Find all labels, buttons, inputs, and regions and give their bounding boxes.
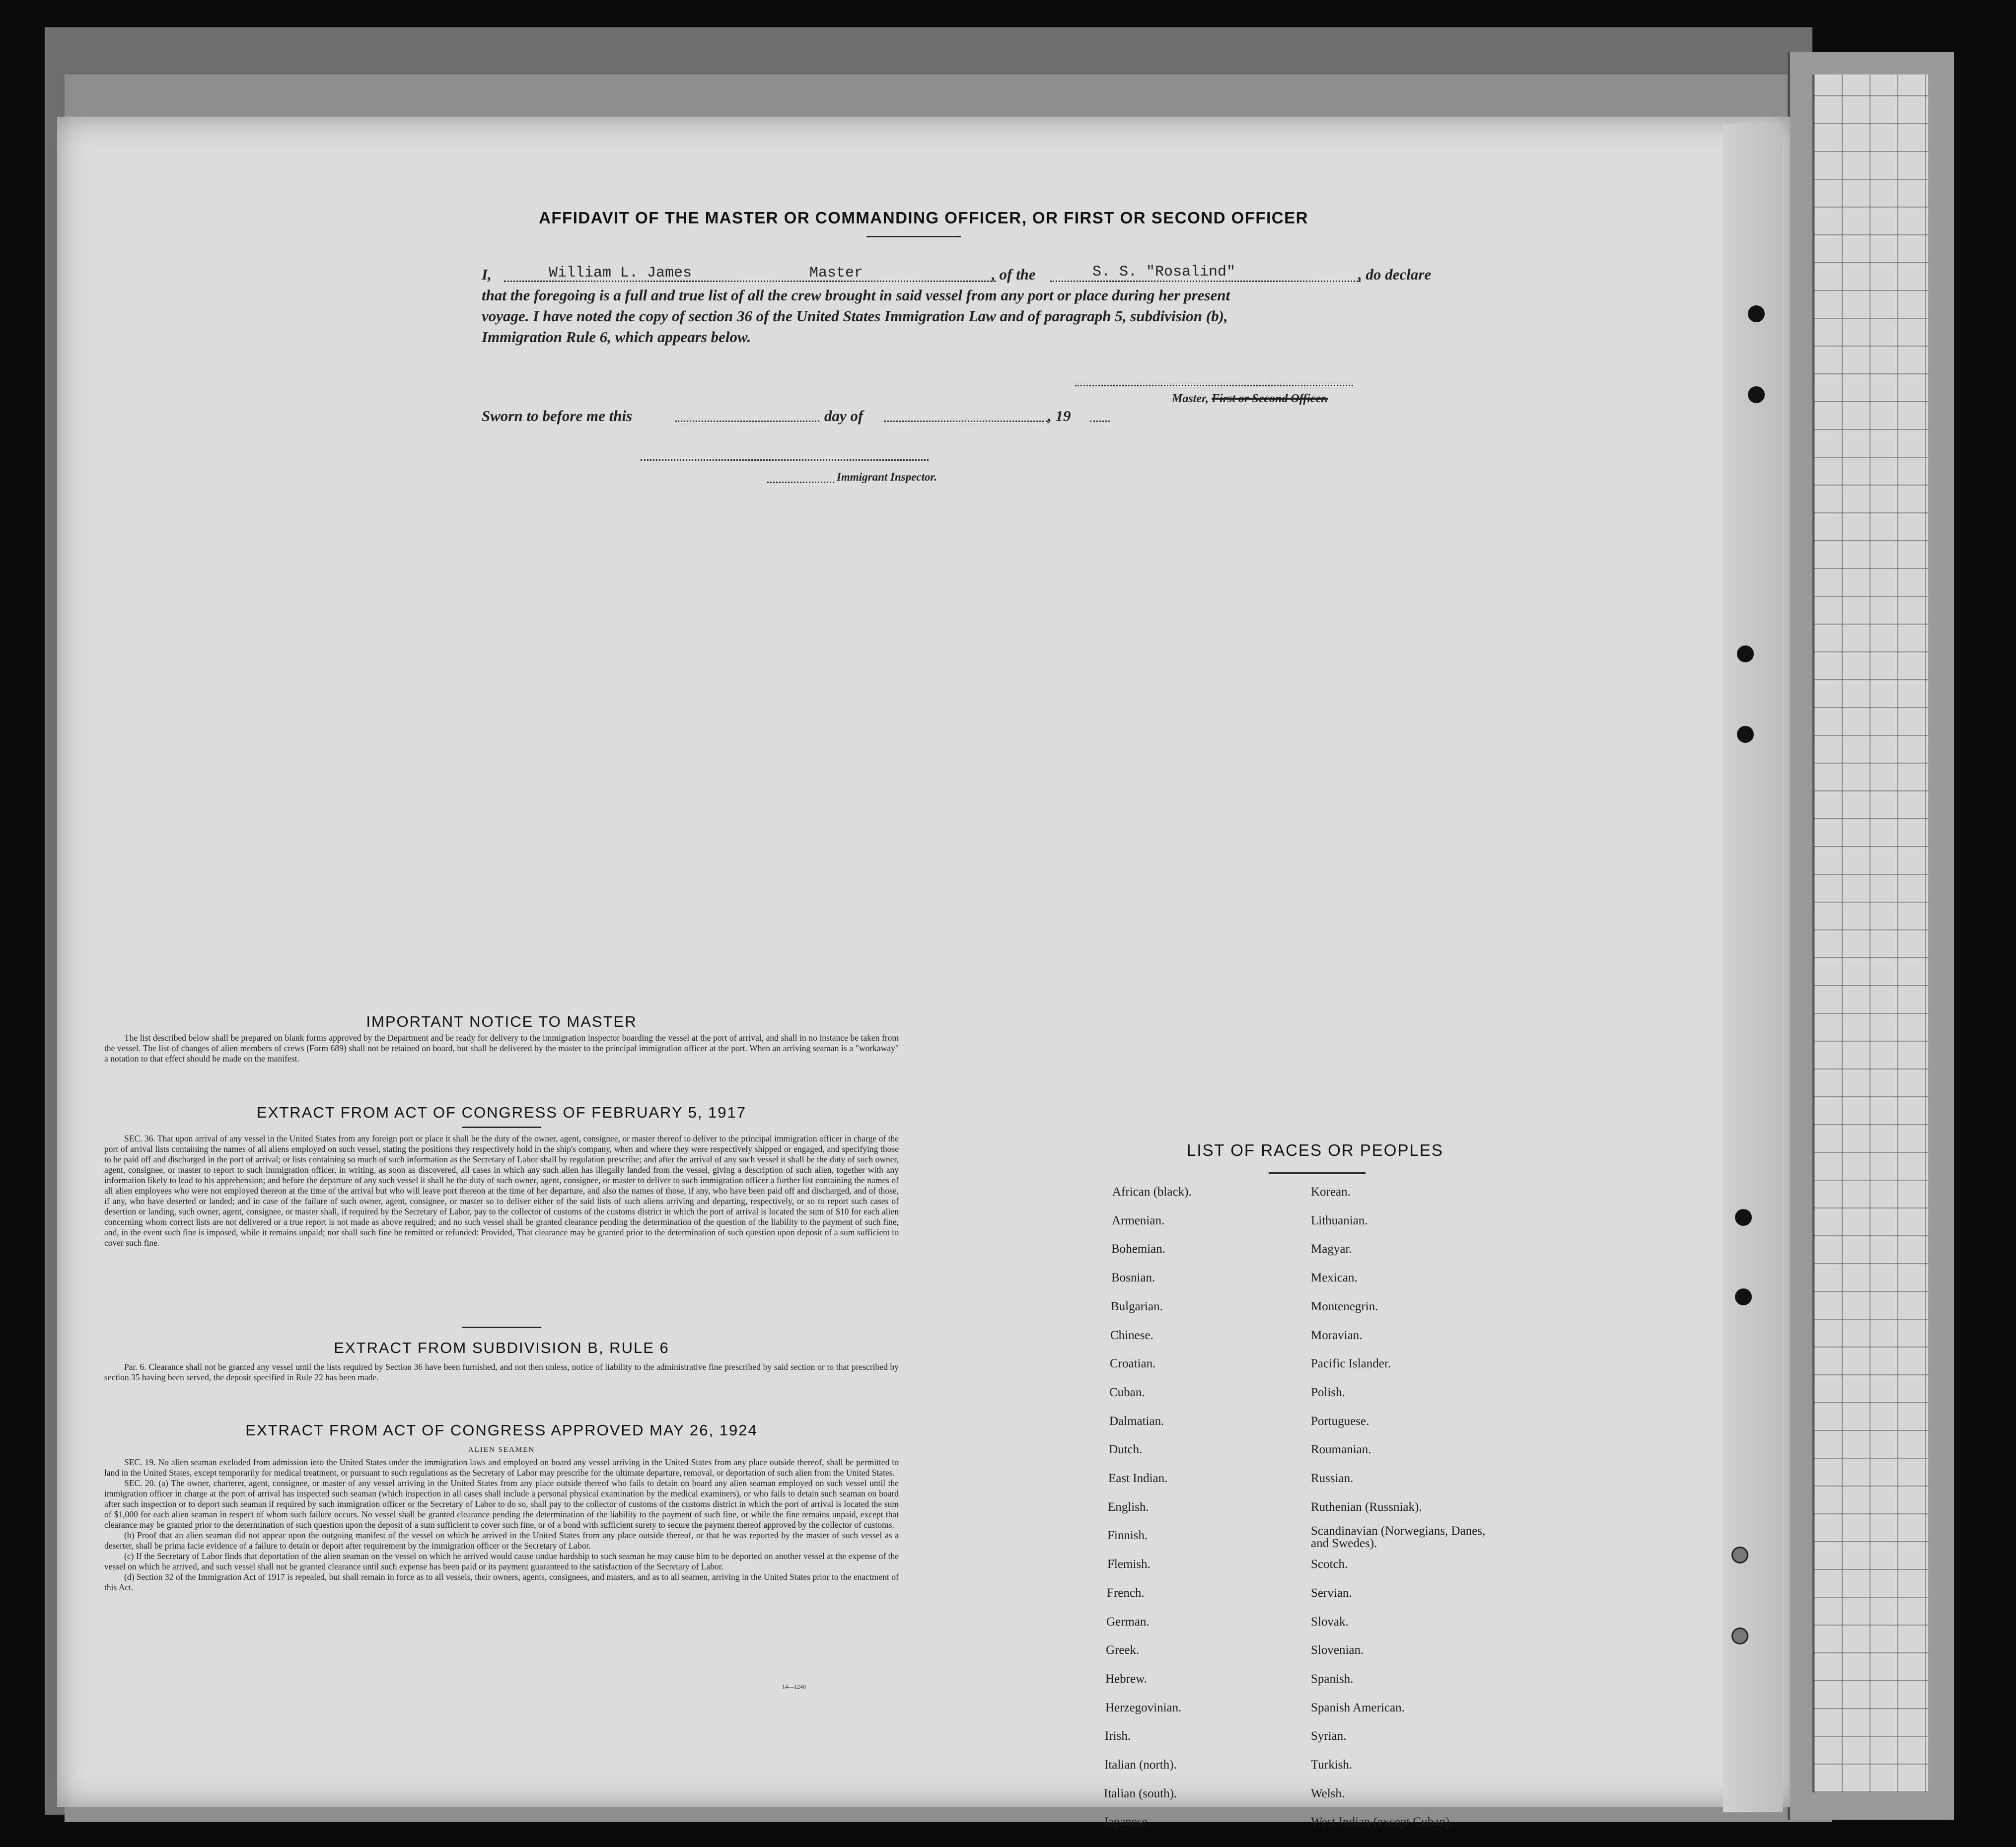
- race-item: East Indian.: [1108, 1472, 1168, 1485]
- race-item: Polish.: [1311, 1386, 1345, 1399]
- race-item: Moravian.: [1311, 1329, 1363, 1342]
- race-item: French.: [1107, 1586, 1145, 1600]
- race-item: Finnish.: [1107, 1529, 1148, 1542]
- do-declare-text: , do declare: [1358, 266, 1432, 283]
- races-underline: [1269, 1172, 1366, 1174]
- punch-hole: [1748, 305, 1765, 322]
- extract-1924-paragraph: (d) Section 32 of the Immigration Act of 1917 is repealed, but shall remain in force as to all vessels, their owners, agents, consignees, and masters, and as to all seamen, arriving in the United States prior to the enactment of this Act.: [104, 1572, 899, 1592]
- rule6-title: EXTRACT FROM SUBDIVISION B, RULE 6: [334, 1339, 669, 1356]
- notice-body: [104, 1033, 899, 1064]
- inspector-signature-line: [641, 459, 929, 461]
- race-item: Montenegrin.: [1311, 1300, 1378, 1313]
- affidavit-line-2: that the foregoing is a full and true list of all the crew brought in said vessel from any port or place during her present: [482, 286, 1230, 304]
- extract-1924-paragraph: (c) If the Secretary of Labor finds that deportation of the alien seaman on the vessel on which he arrived would cause undue hardship to such seaman he may cause him to be deported on another vessel at the expense of the vessel on which he arrived, and such vessel shall not be granted clearance until such expense has been paid or its payment guaranteed to the satisfaction of the Secretary of Labor.: [104, 1551, 899, 1571]
- rule6-text: Par. 6. Clearance shall not be granted any vessel until the lists required by Section 36 have been furnished, and not then unless, notice of liability to the administrative fine prescribed by said section or to that prescribed by section 35 having been served, the deposit specified in Rule 22 has been made.: [104, 1362, 899, 1382]
- race-item: Spanish American.: [1311, 1701, 1405, 1714]
- inspector-caption: Immigrant Inspector.: [837, 471, 937, 483]
- signature-caption-master: Master,: [1172, 392, 1209, 405]
- race-item: Slovenian.: [1311, 1643, 1364, 1657]
- punch-hole: [1737, 726, 1754, 743]
- sworn-text: Sworn to before me this: [482, 407, 633, 425]
- extract-1917-underline: [462, 1127, 541, 1128]
- extract-1924-body: [104, 1457, 899, 1593]
- signature-caption-officer: First or Second Officer.: [1212, 392, 1328, 405]
- race-item: Bulgarian.: [1111, 1300, 1163, 1313]
- race-item: Bohemian.: [1111, 1242, 1166, 1256]
- race-item: Herzegovinian.: [1105, 1701, 1182, 1714]
- day-of-text: day of: [824, 407, 864, 425]
- extract-1924-paragraph: (b) Proof that an alien seaman did not appear upon the outgoing manifest of the vessel on which he arrived in the United States from any place outside thereof, or that he was reported by the master of such vessel as a deserter, shall be prima facie evidence of a failure to detain or deport after requirement by the immigration officer or the Secretary of Labor.: [104, 1530, 899, 1551]
- punch-hole: [1731, 1547, 1748, 1563]
- race-item: Russian.: [1311, 1472, 1354, 1485]
- race-item: Ruthenian (Russniak).: [1311, 1500, 1422, 1514]
- race-item: Magyar.: [1311, 1242, 1352, 1256]
- race-item: Bosnian.: [1111, 1271, 1155, 1284]
- punch-hole: [1731, 1628, 1748, 1644]
- race-item: Japanese.: [1103, 1815, 1151, 1829]
- race-item: Greek.: [1106, 1643, 1140, 1657]
- race-item: Scandinavian (Norwegians, Danes, and Swedes).: [1311, 1524, 1486, 1550]
- race-item: Pacific Islander.: [1311, 1357, 1391, 1370]
- vessel-name-field: S. S. "Rosalind": [1092, 264, 1236, 281]
- race-item: Dalmatian.: [1109, 1415, 1164, 1428]
- title-underline: [866, 236, 961, 237]
- punch-hole: [1735, 1288, 1752, 1305]
- affidavit-prefix: I,: [482, 266, 492, 283]
- race-item: Italian (south).: [1104, 1787, 1177, 1800]
- race-item: Italian (north).: [1104, 1758, 1177, 1772]
- race-item: Korean.: [1311, 1185, 1351, 1199]
- race-item: Servian.: [1311, 1586, 1352, 1600]
- punch-hole: [1735, 1209, 1752, 1226]
- of-the-text: , of the: [992, 266, 1036, 283]
- background-grid-sheet: [1812, 74, 1928, 1792]
- signature-caption: [1172, 392, 1328, 406]
- race-item: Turkish.: [1311, 1758, 1353, 1772]
- signature-dotted-line: [1075, 385, 1353, 386]
- race-item: African (black).: [1112, 1185, 1192, 1199]
- extract-1917-text: SEC. 36. That upon arrival of any vessel in the United States from any foreign port or place it shall be the duty of the owner, agent, consignee, or master thereof to deliver to the principal immigration officer in charge of the port of arrival lists containing the names of all aliens employed on such vessel, stating the positions they respectively hold in the ship's company, when and where they were respectively shipped or engaged, and specifying those to be paid off and discharged in the port of arrival; or lists containing so much of such information as the Secretary of Labor shall by regulation prescribe; and after the arrival of any such vessel it shall be the duty of such owner, agent, consignee, or master to report to such immigration officer, in writing, as soon as discovered, all cases in which any such alien has illegally landed from the vessel, giving a description of such alien, together with any information likely to lead to his apprehension; and before the departure of any such vessel it shall be the duty of such owner, agent, consignee, or master to deliver to such immigration officer a further list containing the names of all alien employees who were not employed thereon at the time of the arrival but who will leave port thereon at the time of her departure, and also the names of those, if any, who have been paid off and discharged, and of those, if any, who have deserted or landed; and in case of the failure of such owner, agent, consignee, or master so to deliver either of the said lists of such aliens arriving and departing, respectively, or so to report such cases of desertion or landing, such owner, agent, consignee, or master shall, if required by the Secretary of Labor, pay to the collector of customs of the customs district in which the port of arrival is located the sum of $10 for each alien concerning whom correct lists are not delivered or a true report is not made as above required; and no such vessel shall be granted clearance pending the determination of the question of the liability to the payment of such fine, and, in the event such fine is imposed, while it remains unpaid; nor shall such fine be remitted or refunded: Provided, That clearance may be granted prior to the determination of such question upon deposit of a sum sufficient to cover such fine.: [104, 1134, 899, 1248]
- master-name-field: William L. James: [549, 265, 692, 282]
- race-item: Irish.: [1105, 1729, 1131, 1743]
- extract-1917-title: EXTRACT FROM ACT OF CONGRESS OF FEBRUARY 5, 1917: [256, 1104, 747, 1121]
- master-title-field: Master: [809, 265, 864, 282]
- extract-1924-paragraph: SEC. 20. (a) The owner, charterer, agent, consignee, or master of any vessel arriving in the United States from any place outside thereof who fails to detain on board any alien seaman employed on such vessel until the immigration officer in charge at the port of arrival has inspected such seaman (which inspection in all cases shall include a personal physical examination by the medical examiners), or who fails to detain such seaman on board after such inspection or to deport such seaman if required by such immigration officer or the Secretary of Labor to do so, shall pay to the collector of customs of the customs district in which the port of arrival is located the sum of $1,000 for each alien seaman in respect of whom such failure occurs. No vessel shall be granted clearance pending the determination of the liability to the payment of such fine, or while the fine remains unpaid, except that clearance may be granted prior to the determination of such question upon the deposit of a sum sufficient to cover such fine, or of a bond with sufficient surety to secure the payment thereof approved by the collector of customs.: [104, 1478, 899, 1530]
- extract-1924-paragraph: SEC. 19. No alien seaman excluded from admission into the United States under the immigration laws and employed on board any vessel arriving in the United States from any place outside thereof, shall be permitted to land in the United States, except temporarily for medical treatment, or pursuant to such regulations as the Secretary of Labor may prescribe for the ultimate departure, removal, or deportation of such alien from the United States.: [104, 1457, 899, 1478]
- sworn-year-dotted-line: [1090, 421, 1110, 422]
- punch-hole: [1737, 645, 1754, 662]
- race-item: Cuban.: [1109, 1386, 1145, 1399]
- race-item: Dutch.: [1109, 1443, 1143, 1456]
- race-item: Scotch.: [1311, 1558, 1348, 1571]
- sworn-day-dotted-line: [675, 421, 819, 422]
- race-item: Hebrew.: [1105, 1672, 1147, 1686]
- race-item: Mexican.: [1311, 1271, 1358, 1284]
- punch-hole: [1748, 386, 1765, 403]
- extract-1924-title: EXTRACT FROM ACT OF CONGRESS APPROVED MAY 26, 1924: [245, 1421, 758, 1439]
- race-item: Armenian.: [1112, 1214, 1165, 1227]
- vessel-dotted-line: [1050, 281, 1361, 282]
- race-item: Syrian.: [1311, 1729, 1347, 1743]
- races-title: LIST OF RACES OR PEOPLES: [1187, 1141, 1443, 1159]
- affidavit-title: AFFIDAVIT OF THE MASTER OR COMMANDING OFFICER, OR FIRST OR SECOND OFFICER: [539, 209, 1308, 227]
- race-item: Croatian.: [1110, 1357, 1156, 1370]
- manifest-page: [57, 117, 1790, 1829]
- notice-text: The list described below shall be prepared on blank forms approved by the Department and be ready for delivery to the immigration inspector boarding the vessel at the port of arrival, and shall in no instance be taken from the vessel. The list of changes of alien members of crews (Form 689) shall not be retained on board, but shall be delivered by the master to the principal immigration officer at the port. When an arriving seaman is a "workaway" a notation to that effect should be made on the manifest.: [104, 1033, 899, 1064]
- sworn-month-dotted-line: [884, 421, 1048, 422]
- rule6-body: [104, 1362, 899, 1383]
- extract-1917-body: [104, 1134, 899, 1248]
- year-prefix-text: , 19: [1048, 407, 1071, 425]
- rule6-rule: [462, 1327, 541, 1328]
- inspector-caption-dots: [767, 482, 834, 483]
- race-item: West Indian (except Cuban).: [1311, 1815, 1453, 1829]
- race-item: Roumanian.: [1311, 1443, 1371, 1456]
- form-number: 14—1240: [782, 1683, 806, 1690]
- affidavit-line-4: Immigration Rule 6, which appears below.: [482, 328, 751, 346]
- race-item: Lithuanian.: [1311, 1214, 1368, 1227]
- race-item: German.: [1106, 1615, 1150, 1629]
- race-item: Slovak.: [1311, 1615, 1349, 1629]
- race-item: Portuguese.: [1311, 1415, 1369, 1428]
- race-item: Welsh.: [1311, 1787, 1345, 1800]
- race-item: English.: [1108, 1500, 1149, 1514]
- race-item: Chinese.: [1110, 1329, 1153, 1342]
- extract-1924-subtitle: ALIEN SEAMEN: [468, 1446, 535, 1454]
- race-item: Flemish.: [1107, 1558, 1151, 1571]
- notice-title: IMPORTANT NOTICE TO MASTER: [366, 1013, 637, 1030]
- affidavit-line-3: voyage. I have noted the copy of section 36 of the United States Immigration Law and of paragraph 5, subdivision (b),: [482, 307, 1228, 325]
- race-item: Spanish.: [1311, 1672, 1354, 1686]
